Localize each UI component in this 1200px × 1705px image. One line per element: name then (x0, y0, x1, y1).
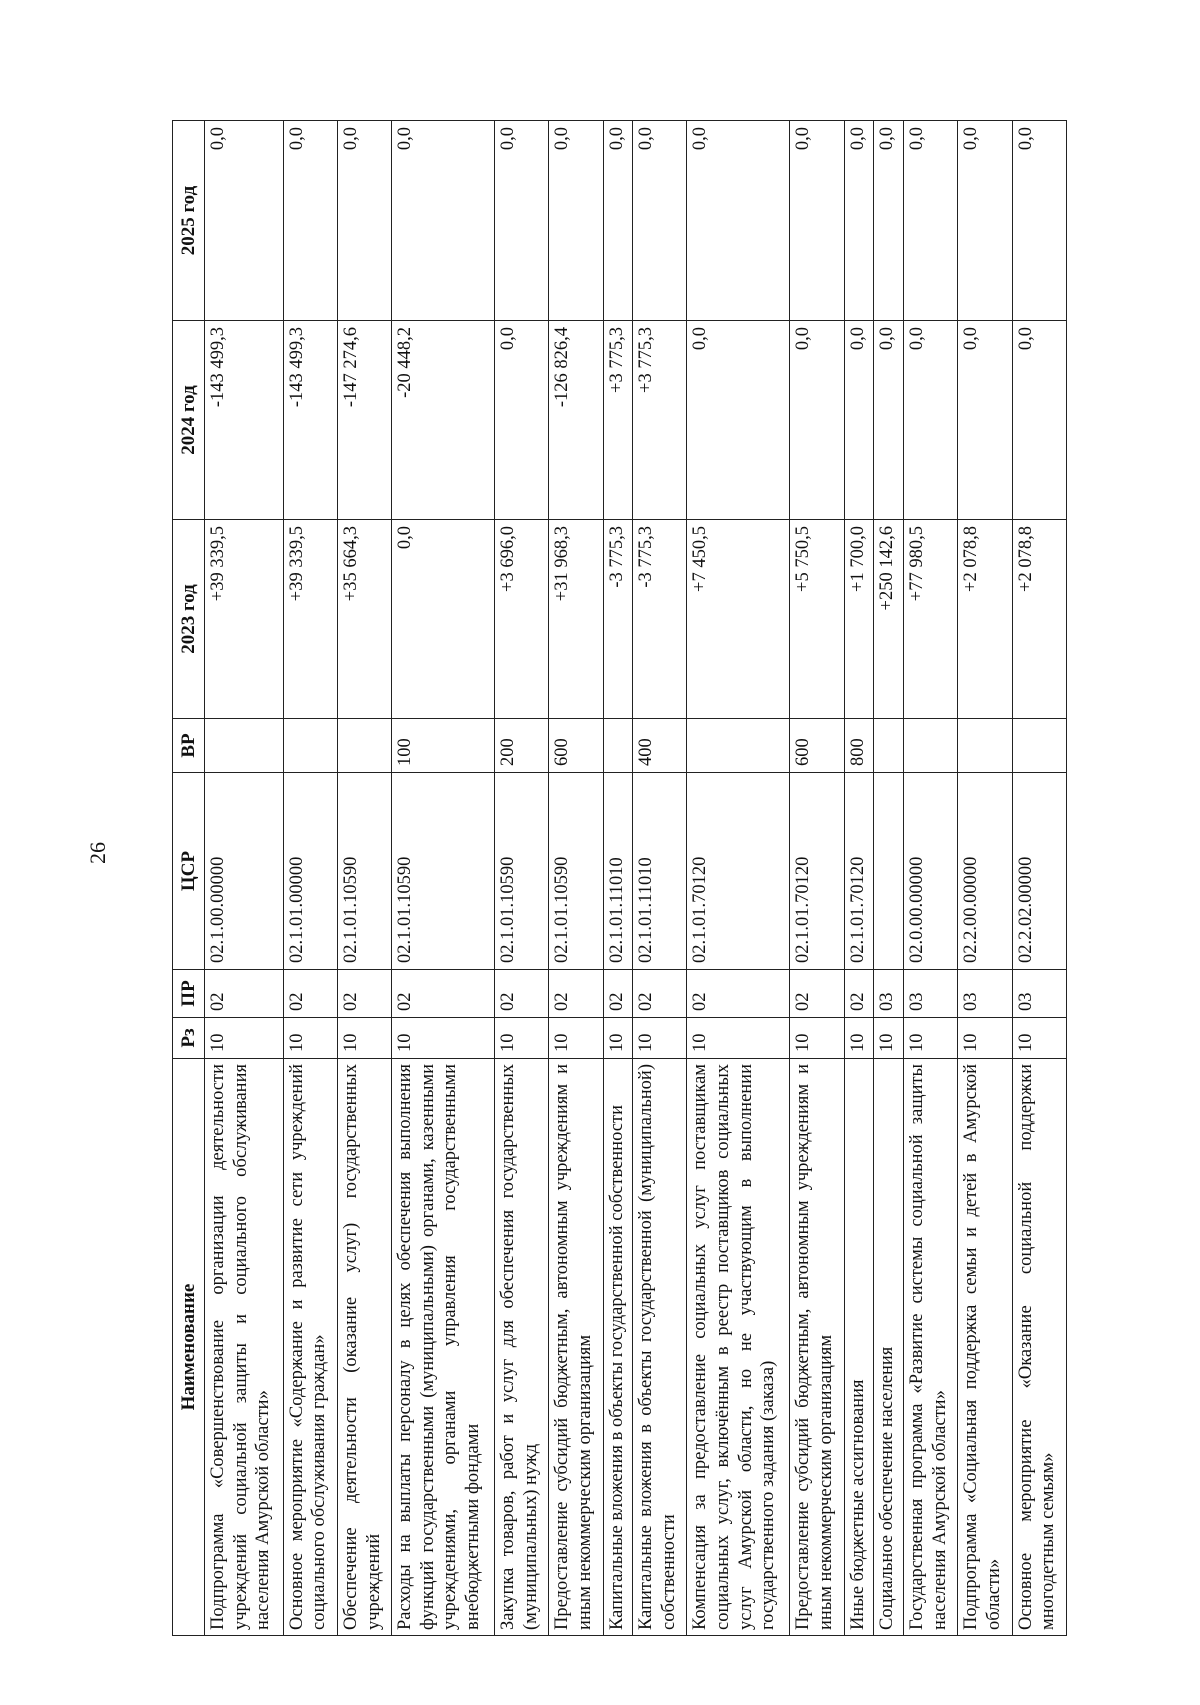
cell-csr: 02.1.01.10590 (549, 773, 603, 970)
cell-y2023: 0,0 (392, 520, 495, 719)
cell-rz: 10 (687, 1018, 790, 1059)
cell-csr: 02.2.00.00000 (958, 773, 1012, 970)
cell-name: Основное мероприятие «Оказание социальной поддержки многодетным семьям» (1012, 1059, 1066, 1636)
header-csr: ЦСР (173, 773, 205, 970)
cell-y2023: -3 775,3 (603, 520, 633, 719)
header-2025: 2025 год (173, 121, 205, 321)
cell-y2024: 0,0 (790, 321, 844, 520)
cell-vr (603, 719, 633, 773)
table-row (549, 121, 603, 1636)
cell-y2023: +7 450,5 (687, 520, 790, 719)
cell-rz: 10 (1012, 1018, 1066, 1059)
cell-rz: 10 (283, 1018, 337, 1059)
cell-csr (874, 773, 904, 970)
cell-y2023: +5 750,5 (790, 520, 844, 719)
cell-name: Закупка товаров, работ и услуг для обеспечения государственных (муниципальных) нужд (495, 1059, 549, 1636)
cell-name: Капитальные вложения в объекты государственной собственности (603, 1059, 633, 1636)
table-row (904, 121, 958, 1636)
table-row (1012, 121, 1066, 1636)
cell-name: Предоставление субсидий бюджетным, автономным учреждениям и иным некоммерческим организациям (549, 1059, 603, 1636)
cell-pr: 02 (633, 970, 687, 1018)
cell-y2023: +3 696,0 (495, 520, 549, 719)
cell-rz: 10 (392, 1018, 495, 1059)
cell-y2024: -143 499,3 (205, 321, 284, 520)
cell-vr (687, 719, 790, 773)
header-2023: 2023 год (173, 520, 205, 719)
header-pr: ПР (173, 970, 205, 1018)
cell-y2025: 0,0 (844, 121, 874, 321)
cell-y2025: 0,0 (205, 121, 284, 321)
cell-y2023: +1 700,0 (844, 520, 874, 719)
cell-vr: 800 (844, 719, 874, 773)
cell-pr: 03 (904, 970, 958, 1018)
cell-rz: 10 (337, 1018, 391, 1059)
cell-pr: 02 (495, 970, 549, 1018)
cell-y2024: -20 448,2 (392, 321, 495, 520)
cell-vr (205, 719, 284, 773)
cell-rz: 10 (603, 1018, 633, 1059)
table-row (337, 121, 391, 1636)
cell-csr: 02.2.02.00000 (1012, 773, 1066, 970)
table-row (633, 121, 687, 1636)
cell-y2025: 0,0 (1012, 121, 1066, 321)
cell-y2024: 0,0 (687, 321, 790, 520)
cell-rz: 10 (874, 1018, 904, 1059)
cell-csr: 02.1.00.00000 (205, 773, 284, 970)
cell-vr: 200 (495, 719, 549, 773)
cell-name: Государственная программа «Развитие системы социальной защиты населения Амурской области» (904, 1059, 958, 1636)
cell-name: Основное мероприятие «Содержание и развитие сети учреждений социального обслуживания граждан» (283, 1059, 337, 1636)
cell-y2025: 0,0 (337, 121, 391, 321)
cell-pr: 02 (549, 970, 603, 1018)
cell-vr (1012, 719, 1066, 773)
cell-y2024: 0,0 (1012, 321, 1066, 520)
cell-vr: 600 (790, 719, 844, 773)
cell-name: Социальное обеспечение населения (874, 1059, 904, 1636)
cell-pr: 02 (603, 970, 633, 1018)
cell-y2025: 0,0 (549, 121, 603, 321)
cell-csr: 02.1.01.70120 (790, 773, 844, 970)
header-2024: 2024 год (173, 321, 205, 520)
cell-y2025: 0,0 (958, 121, 1012, 321)
cell-y2023: +250 142,6 (874, 520, 904, 719)
cell-name: Обеспечение деятельности (оказание услуг) государственных учреждений (337, 1059, 391, 1636)
cell-rz: 10 (205, 1018, 284, 1059)
cell-y2023: +77 980,5 (904, 520, 958, 719)
cell-pr: 02 (844, 970, 874, 1018)
page-number: 26 (85, 842, 110, 864)
header-rz: Рз (173, 1018, 205, 1059)
cell-pr: 02 (337, 970, 391, 1018)
cell-csr: 02.1.01.70120 (844, 773, 874, 970)
cell-y2023: +39 339,5 (205, 520, 284, 719)
cell-name: Компенсация за предоставление социальных услуг поставщикам социальных услуг, включённым в реестр поставщиков социальных услуг Амурской области, но не участвующим в выполнении государственного задания (заказа) (687, 1059, 790, 1636)
table-row (874, 121, 904, 1636)
cell-y2023: -3 775,3 (633, 520, 687, 719)
cell-vr (874, 719, 904, 773)
cell-pr: 03 (1012, 970, 1066, 1018)
cell-vr: 100 (392, 719, 495, 773)
cell-pr: 03 (874, 970, 904, 1018)
cell-pr: 02 (790, 970, 844, 1018)
cell-pr: 02 (205, 970, 284, 1018)
rotated-table-container (172, 121, 1067, 1636)
cell-rz: 10 (790, 1018, 844, 1059)
table-row (603, 121, 633, 1636)
table-row (205, 121, 284, 1636)
cell-rz: 10 (633, 1018, 687, 1059)
cell-y2025: 0,0 (283, 121, 337, 321)
cell-y2024: 0,0 (958, 321, 1012, 520)
cell-y2023: +35 664,3 (337, 520, 391, 719)
cell-y2025: 0,0 (874, 121, 904, 321)
cell-rz: 10 (844, 1018, 874, 1059)
cell-y2025: 0,0 (633, 121, 687, 321)
cell-name: Капитальные вложения в объекты государственной (муниципальной) собственности (633, 1059, 687, 1636)
cell-pr: 02 (392, 970, 495, 1018)
cell-y2025: 0,0 (603, 121, 633, 321)
cell-y2024: 0,0 (495, 321, 549, 520)
header-name: Наименование (173, 1059, 205, 1636)
cell-pr: 03 (958, 970, 1012, 1018)
header-vr: ВР (173, 719, 205, 773)
cell-rz: 10 (904, 1018, 958, 1059)
cell-y2024: -126 826,4 (549, 321, 603, 520)
cell-vr: 400 (633, 719, 687, 773)
cell-y2025: 0,0 (392, 121, 495, 321)
cell-y2025: 0,0 (687, 121, 790, 321)
cell-name: Иные бюджетные ассигнования (844, 1059, 874, 1636)
cell-pr: 02 (283, 970, 337, 1018)
cell-y2025: 0,0 (904, 121, 958, 321)
cell-vr (337, 719, 391, 773)
cell-name: Подпрограмма «Совершенствование организации деятельности учреждений социальной защиты и социального обслуживания населения Амурской области» (205, 1059, 284, 1636)
cell-y2024: +3 775,3 (603, 321, 633, 520)
table-row (495, 121, 549, 1636)
cell-csr: 02.1.01.11010 (603, 773, 633, 970)
cell-y2024: -147 274,6 (337, 321, 391, 520)
cell-y2024: 0,0 (844, 321, 874, 520)
cell-name: Подпрограмма «Социальная поддержка семьи и детей в Амурской области» (958, 1059, 1012, 1636)
cell-y2025: 0,0 (790, 121, 844, 321)
table-row (958, 121, 1012, 1636)
cell-csr: 02.1.01.70120 (687, 773, 790, 970)
table-row (790, 121, 844, 1636)
cell-vr: 600 (549, 719, 603, 773)
cell-rz: 10 (958, 1018, 1012, 1059)
cell-name: Расходы на выплаты персоналу в целях обеспечения выполнения функций государственными (муниципальными) органами, казенными учреждениями, органами управления государственными внебюджетными фондами (392, 1059, 495, 1636)
cell-vr (904, 719, 958, 773)
budget-table (172, 120, 1067, 1636)
cell-y2024: -143 499,3 (283, 321, 337, 520)
cell-rz: 10 (549, 1018, 603, 1059)
cell-csr: 02.1.01.10590 (392, 773, 495, 970)
table-row (844, 121, 874, 1636)
cell-csr: 02.1.01.00000 (283, 773, 337, 970)
table-row (283, 121, 337, 1636)
cell-pr: 02 (687, 970, 790, 1018)
cell-name: Предоставление субсидий бюджетным, автономным учреждениям и иным некоммерческим организациям (790, 1059, 844, 1636)
cell-vr (958, 719, 1012, 773)
cell-y2023: +39 339,5 (283, 520, 337, 719)
cell-y2023: +2 078,8 (958, 520, 1012, 719)
table-header-row (173, 121, 205, 1636)
cell-y2023: +2 078,8 (1012, 520, 1066, 719)
cell-csr: 02.1.01.10590 (495, 773, 549, 970)
table-row (392, 121, 495, 1636)
cell-vr (283, 719, 337, 773)
cell-csr: 02.1.01.11010 (633, 773, 687, 970)
cell-y2025: 0,0 (495, 121, 549, 321)
cell-y2024: 0,0 (904, 321, 958, 520)
cell-y2024: +3 775,3 (633, 321, 687, 520)
cell-csr: 02.0.00.00000 (904, 773, 958, 970)
cell-y2024: 0,0 (874, 321, 904, 520)
cell-y2023: +31 968,3 (549, 520, 603, 719)
table-row (687, 121, 790, 1636)
cell-rz: 10 (495, 1018, 549, 1059)
cell-csr: 02.1.01.10590 (337, 773, 391, 970)
